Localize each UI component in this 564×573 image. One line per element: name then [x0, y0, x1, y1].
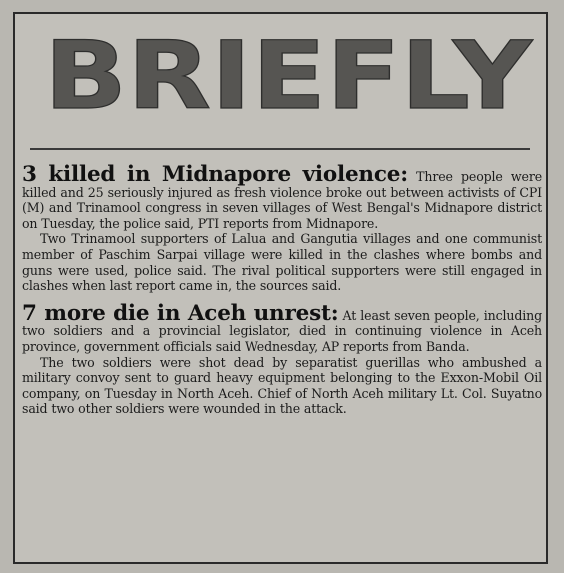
- article-lead-paragraph: [22, 162, 543, 231]
- article-paragraph: Two Trinamool supporters of Lalua and Gangutia villages and one communist member of Paschim Sarpai village were killed in the clashes where bombs and guns were used, police said. The rival political supporters were still engaged in clashes when last report came in, the sources said.: [22, 231, 542, 294]
- article-lead-text: Three people were killed and 25 seriously injured as fresh violence broke out between activists of CPI (M) and Trinamool congress in seven villages of West Bengal's Midnapore district on Tuesday, the police said, PTI reports from Midnapore.: [22, 169, 543, 231]
- articles: [22, 162, 543, 417]
- masthead-title: BRIEFLY: [44, 36, 534, 114]
- article-midnapore: [22, 162, 543, 294]
- article-headline: 3 killed in Midnapore violence:: [22, 162, 408, 187]
- article-paragraph: The two soldiers were shot dead by separatist guerillas who ambushed a military convoy sent to guard heavy equipment belonging to the Exxon-Mobil Oil company, on Tuesday in North Aceh. Chief of North Aceh military Lt. Col. Suyatno said two other soldiers were wounded in the attack.: [22, 354, 542, 417]
- article-aceh: [22, 300, 542, 417]
- article-lead-text: At least seven people, including two soldiers and a provincial legislator, died in continuing violence in Aceh province, government officials said Wednesday, AP reports from Banda.: [22, 307, 542, 354]
- masthead-divider: [30, 148, 530, 150]
- masthead: [44, 36, 534, 114]
- article-headline: 7 more die in Aceh unrest:: [22, 300, 339, 326]
- article-lead-paragraph: [22, 300, 542, 355]
- masthead-svg: [44, 36, 534, 114]
